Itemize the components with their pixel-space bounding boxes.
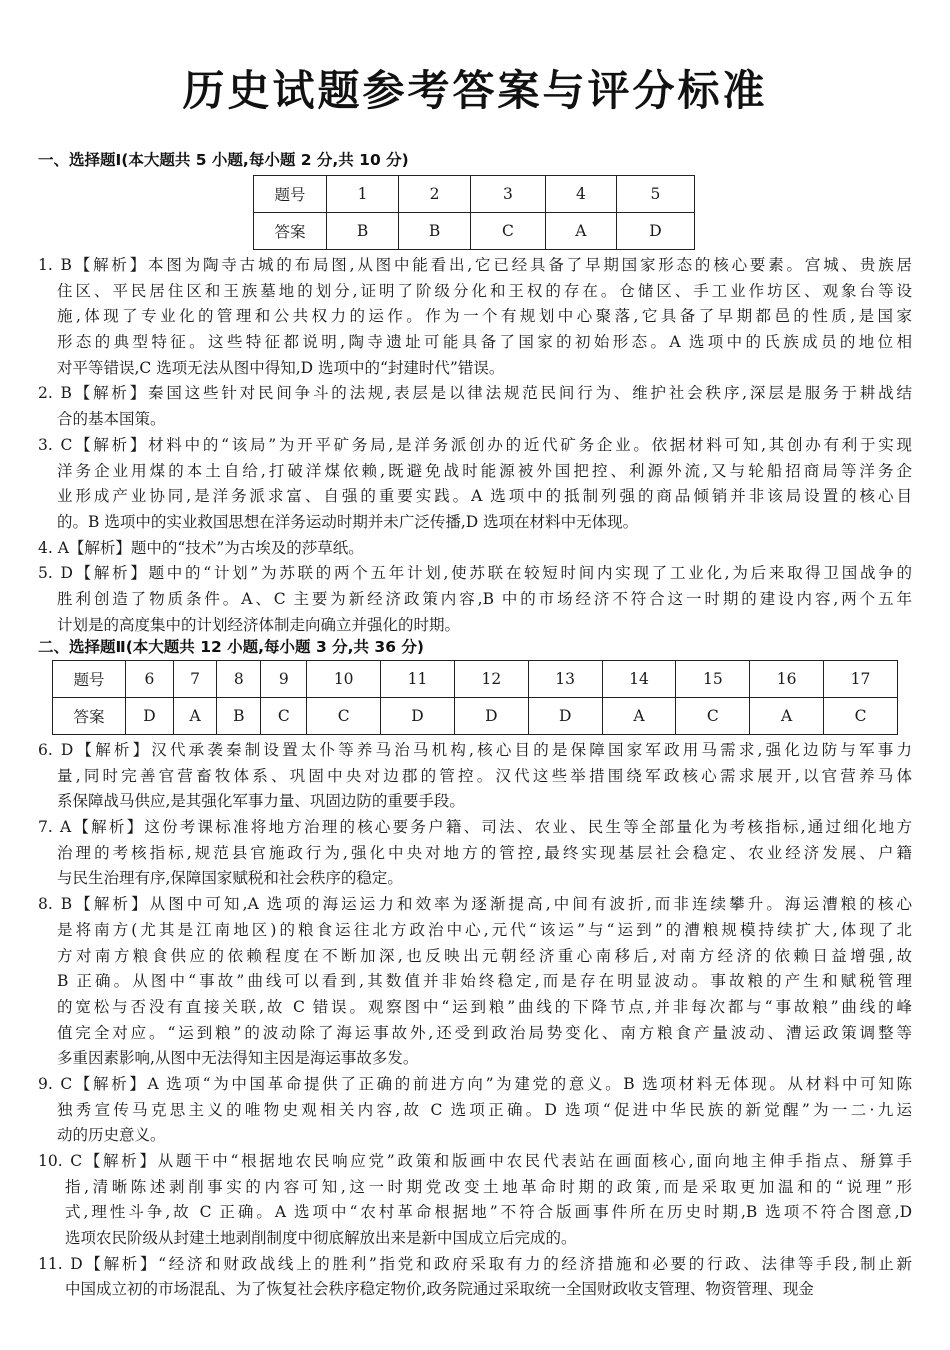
answer-letter: C [824, 698, 898, 735]
answer-letter: B [327, 213, 399, 250]
explanation-line: 式,理性斗争,故 C 正确。A 选项中“农村革命根据地”不符合版画事件所在历史时期,B 选项不符合图意,D [65, 1203, 912, 1222]
explanation-item [38, 1252, 912, 1303]
explanation-line: 9. C【解析】A 选项“为中国革命提供了正确的前进方向”为建党的意义。B 选项材料无体现。从材料中可知陈 [38, 1074, 912, 1093]
explanation-line: 施,体现了专业化的管理和公共权力的运作。作为一个有规划中心聚落,它具备了早期都邑的性质,是国家 [57, 307, 912, 326]
row-label-answer: 答案 [53, 698, 126, 735]
answer-letter: A [750, 698, 824, 735]
explanation-line: 选项农民阶级从封建土地剥削制度中彻底解放出来是新中国成立后完成的。 [65, 1229, 577, 1248]
answer-letter: D [616, 213, 694, 250]
answer-letter: D [454, 698, 528, 735]
explanation-item [38, 892, 912, 1072]
explanation-line: 指,清晰陈述剥削事实的内容可知,这一时期党改变土地革命时期的政策,而是采取更加温和的“说理”形 [65, 1177, 912, 1196]
explanation-item [38, 815, 912, 892]
explanation-line: 方对南方粮食供应的依赖程度在不断加深,也反映出元朝经济重心南移后,对南方经济的依赖日益增强,故 [57, 946, 912, 965]
section2-heading: 二、选择题Ⅱ(本大题共 12 小题,每小题 3 分,共 36 分) [38, 638, 424, 656]
explanation-line: 治理的考核指标,规范县官施政行为,强化中央对地方的管控,最终实现基层社会稳定、农业经济发展、户籍 [57, 843, 912, 862]
explanation-line: 形态的典型特征。这些特征都说明,陶寺遗址可能具备了国家的初始形态。A 选项中的氏族成员的地位相 [57, 333, 912, 352]
explanation-line: 值完全对应。“运到粮”的波动除了海运事故外,还受到政治局势变化、南方粮食产量波动、漕运政策调整等 [57, 1023, 912, 1042]
section2-explanations [38, 738, 912, 1303]
answer-letter: A [173, 698, 216, 735]
section1-answer-row [254, 213, 695, 250]
answer-letter: C [471, 213, 546, 250]
explanation-line: 对平等错误,C 选项无法从图中得知,D 选项中的“封建时代”错误。 [57, 358, 505, 377]
explanation-line: 独秀宣传马克思主义的唯物史观相关内容,故 C 选项正确。D 选项“促进中华民族的新觉醒”为一二·九运 [57, 1100, 912, 1119]
question-number: 11 [381, 661, 455, 698]
page-title: 历史试题参考答案与评分标准 [182, 66, 768, 115]
question-number: 16 [750, 661, 824, 698]
answer-letter: C [307, 698, 381, 735]
explanation-item [38, 738, 912, 815]
explanation-line: 与民生治理有序,保障国家赋税和社会秩序的稳定。 [57, 869, 403, 888]
row-label-question: 题号 [254, 176, 327, 213]
explanation-item [38, 253, 912, 381]
question-number: 6 [126, 661, 174, 698]
question-number: 3 [471, 176, 546, 213]
explanation-line: 4. A【解析】题中的“技术”为古埃及的莎草纸。 [38, 538, 364, 557]
explanation-item [38, 561, 912, 638]
answer-letter: D [126, 698, 174, 735]
answer-letter: C [676, 698, 750, 735]
section1-heading: 一、选择题Ⅰ(本大题共 5 小题,每小题 2 分,共 10 分) [38, 151, 409, 169]
explanation-line: 的宽松与否没有直接关联,故 C 错误。观察图中“运到粮”曲线的下降节点,并非每次都与“事故粮”曲线的峰 [57, 997, 912, 1016]
explanation-line: 业形成产业协同,是洋务派求富、自强的重要实践。A 选项中的抵制列强的商品倾销并非该局设置的核心目 [57, 487, 912, 506]
explanation-line: 中国成立初的市场混乱、为了恢复社会秩序稳定物价,政务院通过采取统一全国财政收支管理、物资管理、现金 [65, 1280, 814, 1299]
explanation-line: 5. D【解析】题中的“计划”为苏联的两个五年计划,使苏联在较短时间内实现了工业化,为后来取得卫国战争的 [38, 564, 912, 583]
explanation-line: 2. B【解析】秦国这些针对民间争斗的法规,表层是以律法规范民间行为、维护社会秩序,深层是服务于耕战结 [38, 384, 912, 403]
explanation-line: 的。B 选项中的实业救国思想在洋务运动时期并未广泛传播,D 选项在材料中无体现。 [57, 512, 639, 531]
answer-letter: C [261, 698, 307, 735]
explanation-line: 多重因素影响,从图中无法得知主因是海运事故多发。 [57, 1049, 419, 1068]
answer-letter: B [217, 698, 261, 735]
explanation-line: 是将南方(尤其是江南地区)的粮食运往北方政治中心,元代“该运”与“运到”的漕粮规模持续扩大,体现了北 [57, 920, 912, 939]
explanation-line: 10. C【解析】从题干中“根据地农民响应党”政策和版画中农民代表站在画面核心,面向地主伸手指点、掰算手 [38, 1152, 912, 1170]
row-label-question: 题号 [53, 661, 126, 698]
answer-letter: B [399, 213, 471, 250]
explanation-line: 住区、平民居住区和王族墓地的划分,证明了阶级分化和王权的存在。仓储区、手工业作坊区、观象台等设 [57, 281, 912, 300]
question-number: 4 [545, 176, 616, 213]
question-number: 7 [173, 661, 216, 698]
explanation-line: 11. D【解析】“经济和财政战线上的胜利”指党和政府采取有力的经济措施和必要的行政、法律等手段,制止新 [38, 1254, 912, 1273]
question-number: 14 [602, 661, 676, 698]
row-label-answer: 答案 [254, 213, 327, 250]
explanation-line: 3. C【解析】材料中的“该局”为开平矿务局,是洋务派创办的近代矿务企业。依据材料可知,其创办有利于实现 [38, 435, 912, 454]
question-number: 15 [676, 661, 750, 698]
question-number: 17 [824, 661, 898, 698]
answer-letter: A [545, 213, 616, 250]
explanation-line: 胜利创造了物质条件。A、C 主要为新经济政策内容,B 中的市场经济不符合这一时期的建设内容,两个五年 [57, 589, 912, 608]
explanation-line: 量,同时完善官营畜牧体系、巩固中央对边郡的管控。汉代这些举措围绕军政核心需求展开,以官营养马体 [57, 766, 912, 785]
answer-letter: A [602, 698, 676, 735]
section2-answer-table [52, 660, 898, 735]
question-number: 9 [261, 661, 307, 698]
explanation-line: 合的基本国策。 [57, 410, 166, 429]
question-number: 8 [217, 661, 261, 698]
explanation-line: 6. D【解析】汉代承袭秦制设置太仆等养马治马机构,核心目的是保障国家军政用马需求,强化边防与军事力 [38, 741, 912, 759]
explanation-line: 洋务企业用煤的本土自给,打破洋煤依赖,既避免战时能源被外国把控、利源外流,又与轮船招商局等洋务企 [57, 461, 912, 480]
section1-explanations [38, 253, 912, 638]
explanation-line: 系保障战马供应,是其强化军事力量、巩固边防的重要手段。 [57, 792, 465, 811]
explanation-line: B 正确。从图中“事故”曲线可以看到,其数值并非始终稳定,而是存在明显波动。事故粮的产生和赋税管理 [57, 972, 912, 991]
explanation-item [38, 1149, 912, 1252]
answer-letter: D [528, 698, 602, 735]
question-number: 5 [616, 176, 694, 213]
question-number: 13 [528, 661, 602, 698]
explanation-line: 7. A【解析】这份考课标准将地方治理的核心要务户籍、司法、农业、民生等全部量化为考核指标,通过细化地方 [38, 818, 912, 837]
explanation-item [38, 433, 912, 536]
explanation-item [38, 536, 912, 562]
explanation-line: 动的历史意义。 [57, 1126, 166, 1145]
section2-answer-row [53, 698, 898, 735]
explanation-item [38, 1072, 912, 1149]
section1-answer-table [253, 175, 695, 250]
explanation-line: 计划是的高度集中的计划经济体制走向确立并强化的时期。 [57, 615, 461, 634]
section2-question-row [53, 661, 898, 698]
question-number: 2 [399, 176, 471, 213]
explanation-line: 1. B【解析】本图为陶寺古城的布局图,从图中能看出,它已经具备了早期国家形态的核心要素。宫城、贵族居 [38, 256, 912, 274]
question-number: 1 [327, 176, 399, 213]
explanation-item [38, 381, 912, 432]
section1-question-row [254, 176, 695, 213]
explanation-line: 8. B【解析】从图中可知,A 选项的海运运力和效率为逐渐提高,中间有波折,而非连续攀升。海运漕粮的核心 [38, 895, 912, 914]
question-number: 12 [454, 661, 528, 698]
question-number: 10 [307, 661, 381, 698]
answer-letter: D [381, 698, 455, 735]
